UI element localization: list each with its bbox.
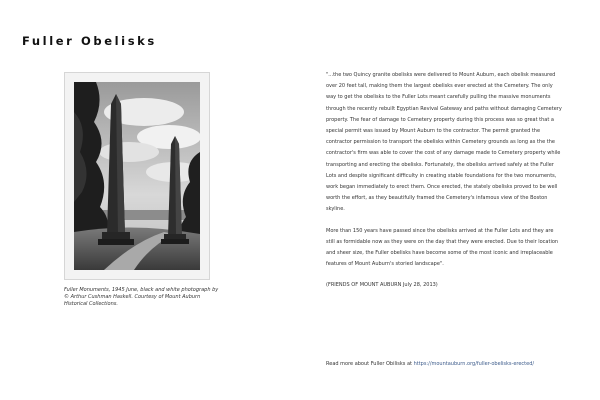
quote-paragraph: More than 150 years have passed since the obelisks arrived at the Fuller Lots and they are still as formidable now as they were on the day that they were erected. Due to their location and sheer size, the Fuller obelisks have become some of the most iconic and irreplaceable features of Mount Auburn's storied landscape". — [326, 227, 559, 268]
read-more — [326, 361, 586, 367]
photo-frame — [64, 72, 210, 280]
article-body — [326, 70, 562, 302]
citation: (FRIENDS OF MOUNT AUBURN July 28, 2013) — [326, 282, 438, 289]
page-title: Fuller Obelisks — [22, 34, 157, 48]
read-more-link[interactable]: https://mountauburn.org/fuller-obelisks-erected/ — [413, 361, 535, 367]
fuller-monuments-photo — [74, 82, 200, 270]
quote-paragraph: "...the two Quincy granite obelisks were delivered to Mount Auburn, each obelisk measured over 20 feet tall, making them the largest obelisks ever erected at the Cemetery. The only way to get the obelisks to the Fuller Lots meant carefully pulling the massive monuments through the recently rebuilt Egyptian Revival Gateway and paths without damaging Cemetery property. The fear of damage to Cemetery property during this process was so great that a special permit was issued by Mount Auburn to the contractor. The permit granted the contractor permission to transport the obelisks within Cemetery grounds as long as the the contractor's firm was able to cover the cost of any damage made to Cemetery property while transporting and erecting the obelisks. Fortunately, the obelisks arrived safely at the Fuller Lots and despite significant difficulty in creating stable foundations for the two monuments, work began immediately to erect them. Once erected, the stately obelisks proved to be well worth the effort, as they beautifully framed the Cemetery's infamous view of the Boston skyline. — [326, 72, 562, 213]
photo-caption: Fuller Monuments, 1945 June, black and white photograph by © Arthur Cushman Haskell. Courtesy of Mount Auburn Historical Collections. — [64, 287, 219, 307]
read-more-label: Read more about Fuller Obilisks at — [326, 361, 412, 367]
